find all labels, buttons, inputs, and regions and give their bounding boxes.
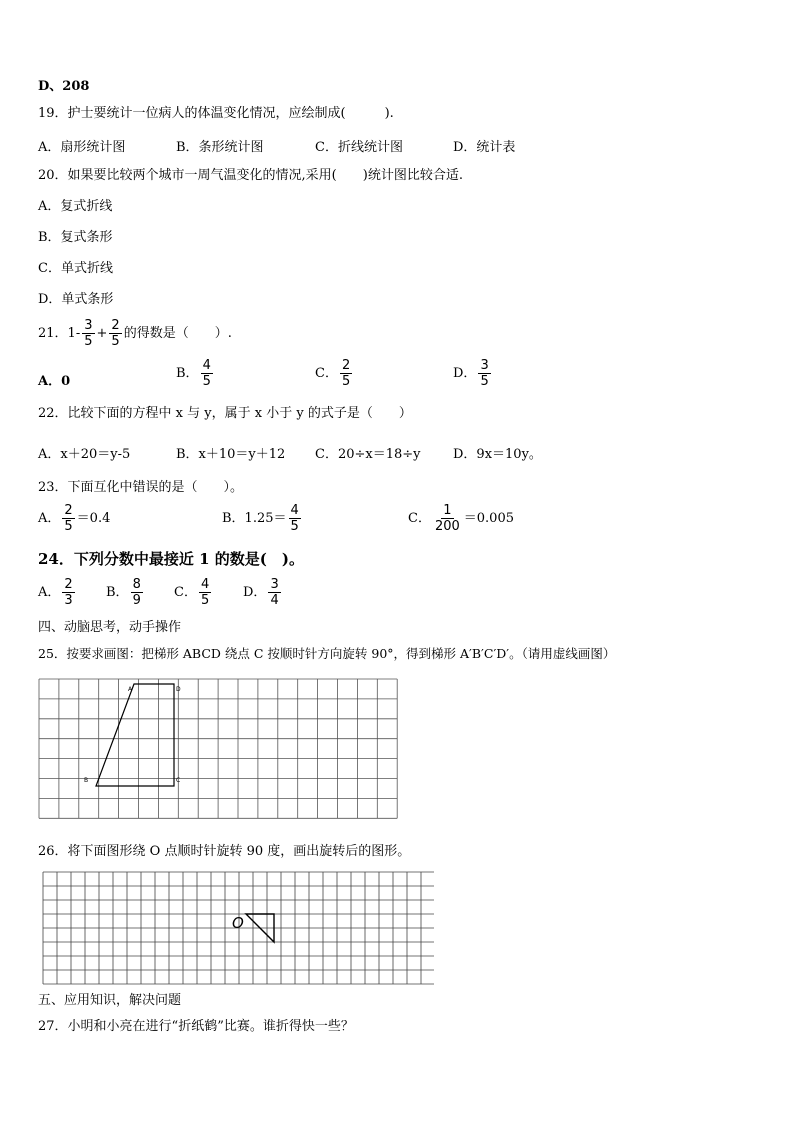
grid-lines [39,679,397,818]
q21-option-d [453,358,493,389]
option-label: A． [38,511,61,526]
q24-option-b [106,577,145,608]
section-5-heading: 五、应用知识，解决问题 [38,993,182,1008]
q20-option-a: A．复式折线 [38,199,113,214]
denominator: 5 [202,374,211,389]
q24-option-c [174,577,213,608]
option-label: B． [106,585,129,600]
denominator: 3 [64,593,73,608]
option-label: B．1.25＝ [222,511,287,526]
q20-option-d: D．单式条形 [38,292,114,307]
q20-option-c: C．单式折线 [38,261,113,276]
q22-option-b: B．x＋10＝y＋12 [176,447,286,462]
denominator: 5 [64,519,73,534]
q25-grid-svg [38,678,400,826]
denominator: 200 [434,519,460,534]
q24-option-b-fraction [131,577,143,608]
q27-stem: 27．小明和小亮在进行“折纸鹤”比赛。谁折得快一些？ [38,1019,354,1034]
q20-option-b: B．复式条形 [38,230,113,245]
q25-stem: 25．按要求画图：把梯形 ABCD 绕点 C 按顺时针方向旋转 90°，得到梯形 A′B′C′D′。（请用虚线画图） [38,646,616,661]
numerator: 2 [64,503,73,518]
option-label: C． [174,585,197,600]
q21-option-d-fraction [478,358,490,389]
q24-option-a-fraction [62,577,74,608]
q23-option-a [38,503,110,534]
denominator: 5 [480,374,489,389]
q21-fraction-2 [109,318,121,349]
point-o-label: O [232,914,244,932]
q21-stem-prefix: 21．1- [38,326,81,341]
q19-option-d: D．统计表 [453,140,516,155]
numerator: 3 [480,358,489,373]
numerator: 3 [270,577,279,592]
q24-option-c-fraction [199,577,211,608]
numerator: 2 [111,318,120,333]
vertex-label-d: D [176,686,181,693]
numerator: 4 [202,358,211,373]
q21-option-c [315,358,354,389]
q21-option-b [176,358,215,389]
q26-grid-figure [42,871,434,991]
option-label: B． [176,366,199,381]
denominator: 5 [111,334,120,349]
q21-plus: + [96,326,108,341]
option-label: C． [408,511,431,526]
q23-option-b-fraction [289,503,301,534]
q23-option-a-fraction [62,503,74,534]
denominator: 5 [84,334,93,349]
q21-stem-suffix: 的得数是（ ）. [123,326,232,341]
q18-option-d: D、208 [38,79,90,94]
q22-option-c: C．20÷x＝18÷y [315,447,421,462]
q26-grid-svg [42,871,434,987]
q22-option-d: D．9x＝10y。 [453,447,542,462]
q19-option-b: B．条形统计图 [176,140,264,155]
option-label: D． [243,585,267,600]
numerator: 2 [64,577,73,592]
q23-stem: 23．下面互化中错误的是（ ）。 [38,480,244,495]
q22-stem: 22．比较下面的方程中 x 与 y，属于 x 小于 y 的式子是（ ） [38,406,412,421]
option-label: A． [38,585,61,600]
q23-option-c-fraction [433,503,462,534]
denominator: 5 [200,593,210,608]
vertex-label-b: B [84,777,89,784]
option-label: C． [315,366,338,381]
q21-option-c-fraction [340,358,352,389]
q22-option-a: A．x＋20＝y-5 [38,447,131,462]
vertex-label-c: C [176,777,181,784]
q24-option-d [243,577,283,608]
option-rest: ＝0.4 [76,511,111,526]
numerator: 4 [200,577,210,592]
denominator: 5 [290,519,299,534]
q23-option-b [222,503,303,534]
q19-option-a: A．扇形统计图 [38,140,126,155]
q21-stem [38,318,232,349]
q19-option-c: C．折线统计图 [315,140,403,155]
numerator: 3 [84,318,93,333]
option-rest: ＝0.005 [463,511,514,526]
q21-fraction-1 [82,318,94,349]
numerator: 1 [443,503,452,518]
numerator: 2 [341,358,351,373]
q19-stem: 19．护士要统计一位病人的体温变化情况，应绘制成( ). [38,106,394,121]
q25-grid-figure [38,678,400,830]
numerator: 8 [132,577,141,592]
numerator: 4 [290,503,299,518]
q21-option-a: A．0 [38,374,71,389]
q21-option-b-fraction [201,358,213,389]
section-4-heading: 四、动脑思考，动手操作 [38,620,182,635]
denominator: 4 [270,593,279,608]
denominator: 9 [132,593,141,608]
q26-stem: 26．将下面图形绕 O 点顺时针旋转 90 度，画出旋转后的图形。 [38,844,411,859]
q24-stem: 24．下列分数中最接近 1 的数是( )。 [38,550,304,568]
q24-option-a [38,577,77,608]
vertex-label-a: A [128,686,133,693]
q20-stem: 20．如果要比较两个城市一周气温变化的情况,采用( )统计图比较合适. [38,168,463,183]
option-label: D． [453,366,477,381]
denominator: 5 [341,374,351,389]
q23-option-c [408,503,514,534]
q24-option-d-fraction [268,577,280,608]
